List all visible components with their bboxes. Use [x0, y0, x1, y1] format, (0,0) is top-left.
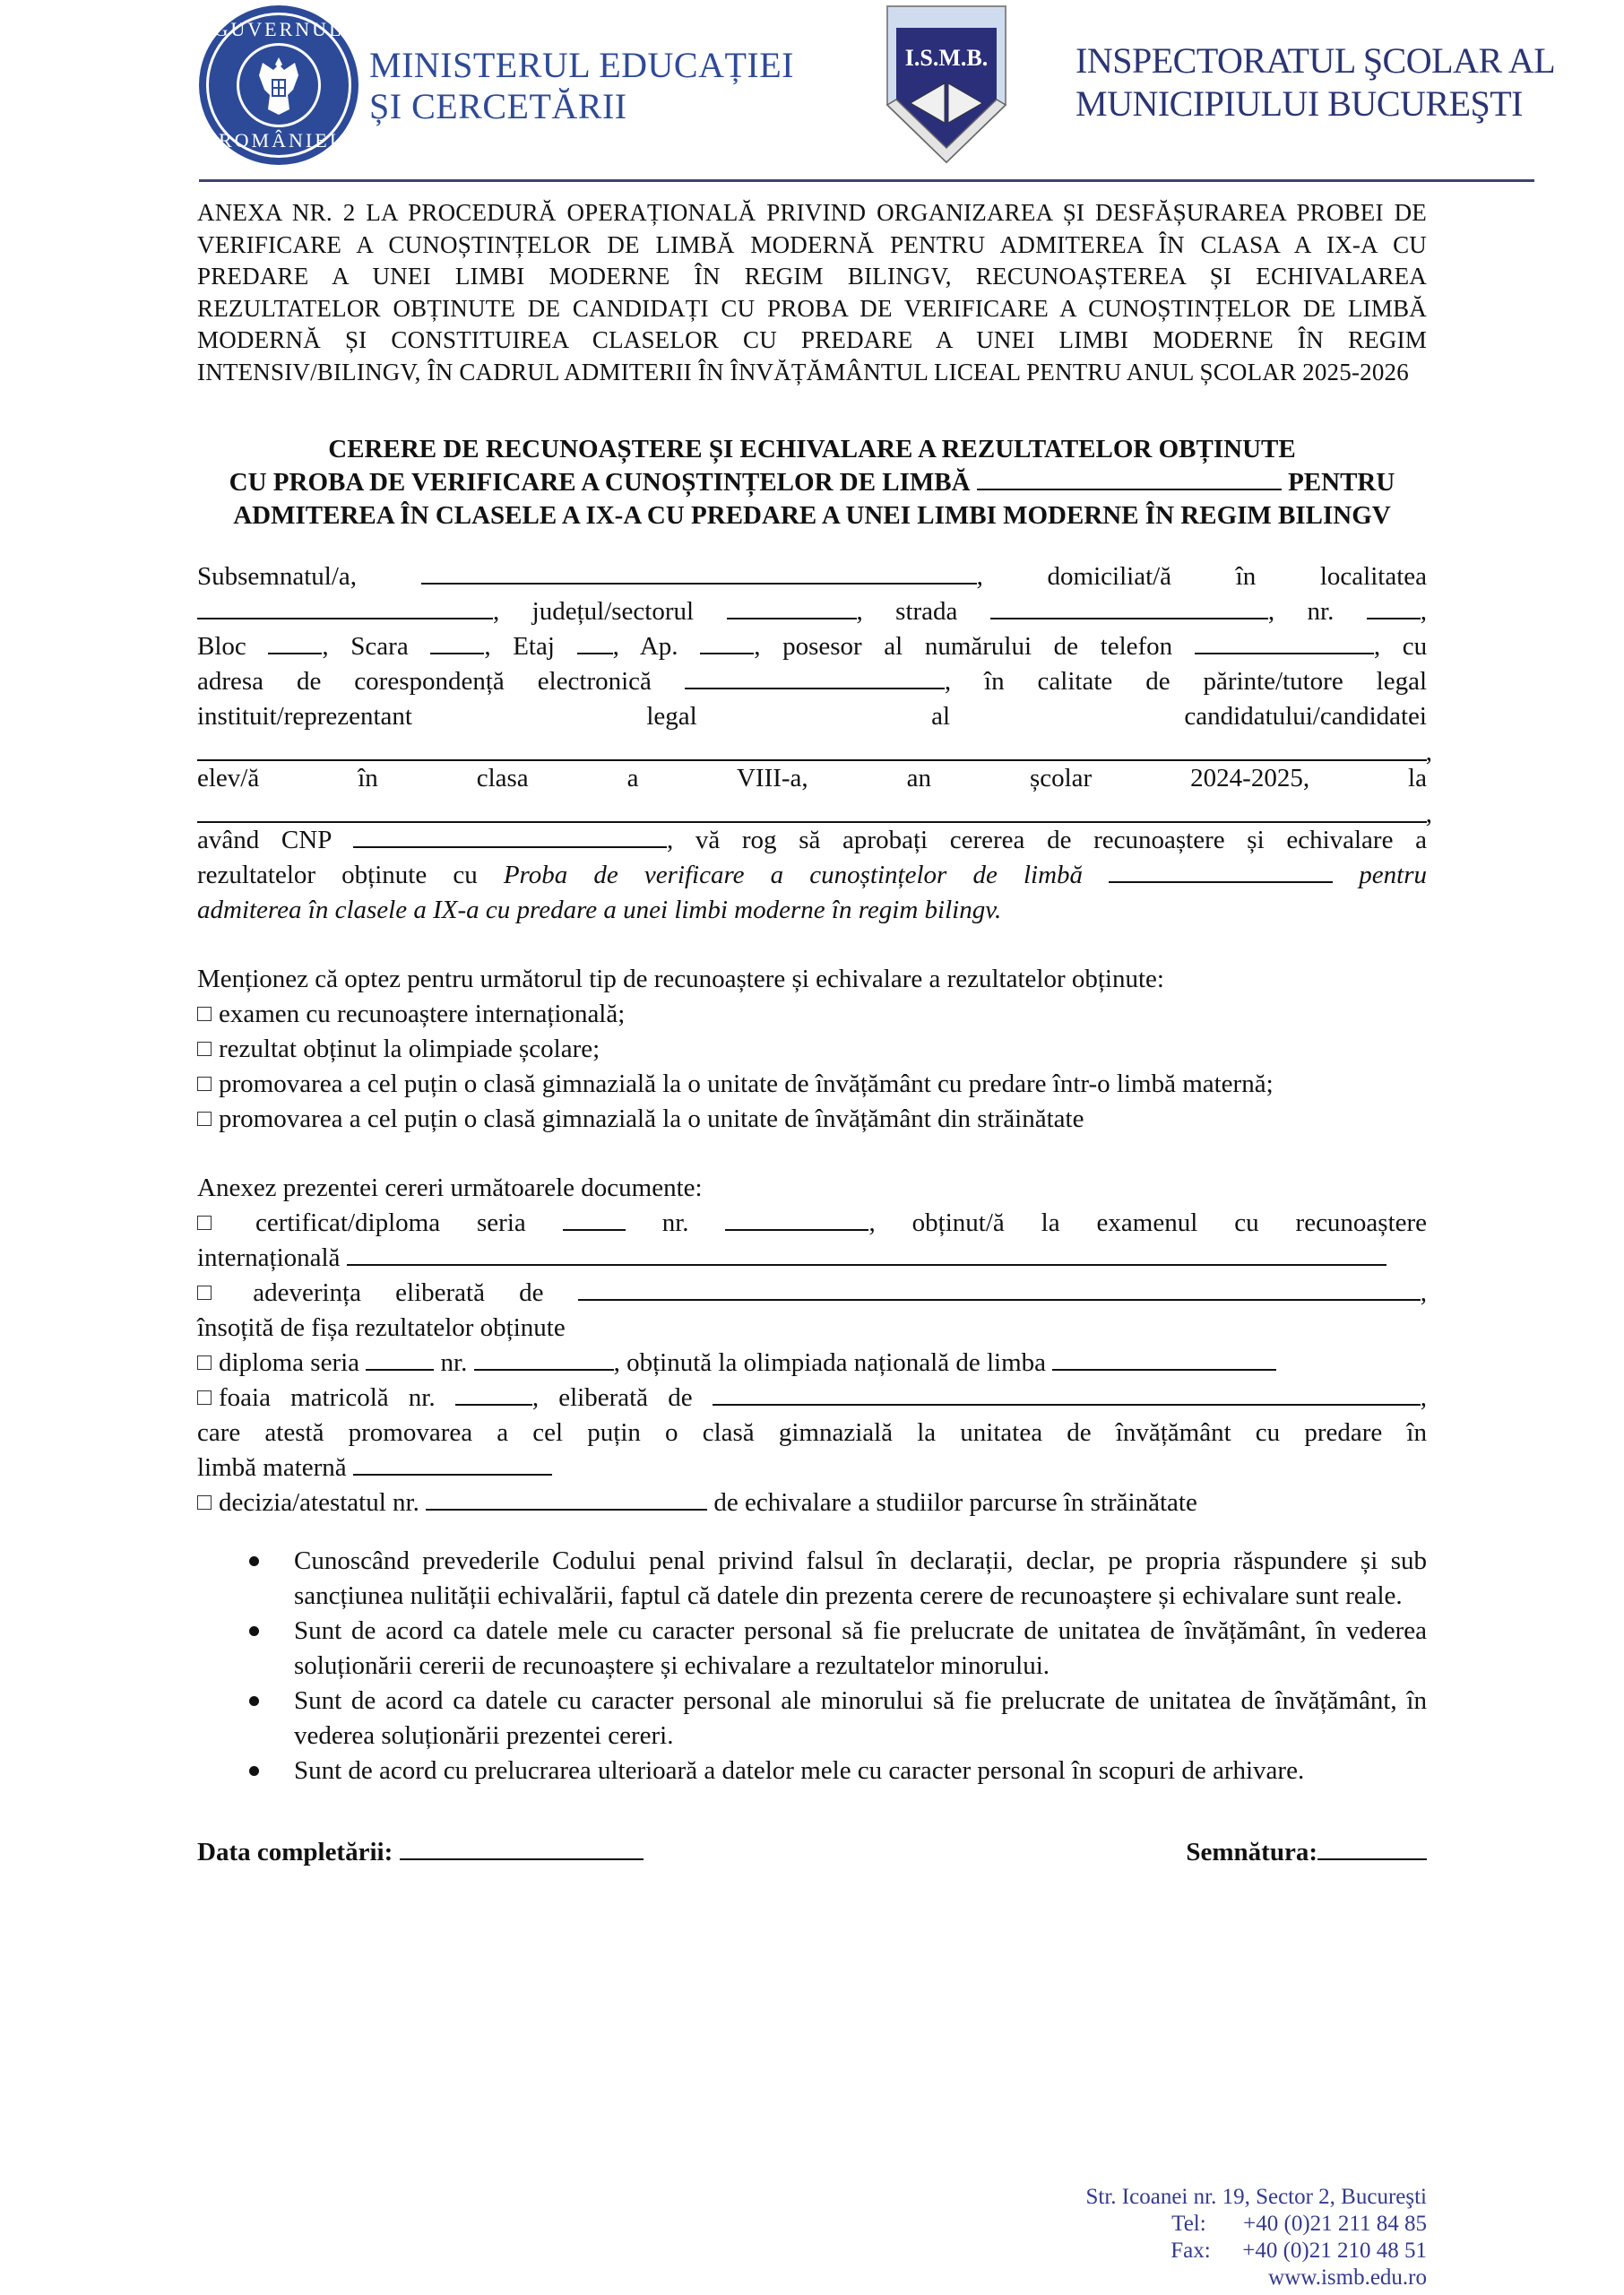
option-item[interactable]: rezultat obținut la olimpiade școlare;: [197, 1032, 1427, 1067]
checkbox-icon[interactable]: [197, 1112, 212, 1126]
certificate-series-field[interactable]: [563, 1208, 626, 1231]
footer-tel-label: Tel:: [1171, 2212, 1206, 2236]
doc-diploma: diploma seria nr. , obținută la olimpiada națională de limba: [197, 1346, 1427, 1381]
applicant-section: Subsemnatul/a, , domiciliat/ă în localitatea , județul/sectorul , strada , nr. , Bloc , Scara , Etaj , Ap. , posesor al numărului de telefon , cu adresa de corespondență electronică , în calitate de părinte/tutore legal instituit/reprezentant legal al candidatului/candidatei , elev/ă în clasa a VIII-a, an școlar 2024-2025, la , având CNP , vă rog să aprobați cererea de recunoaștere și echivalare a rezultatelor obținute cu Proba de verificare a cunoștințelor de limbă pentru admiterea în clasele a IX-a cu predare a unei limbi moderne în regim bilingv.: [197, 559, 1427, 928]
locality-field[interactable]: [197, 596, 493, 619]
certificate-number-field[interactable]: [725, 1208, 868, 1231]
certificate-issuer-field[interactable]: [578, 1277, 1421, 1301]
doc-decizia: decizia/atestatul nr. de echivalare a studiilor parcurse în străinătate: [197, 1485, 1427, 1520]
street-field[interactable]: [990, 596, 1268, 619]
mother-tongue-field[interactable]: [353, 1452, 552, 1476]
doc-certificat: certificat/diploma seria nr. , obținut/ă la examenul cu recunoaștere: [197, 1206, 1427, 1241]
ministry-name-line1: MINISTERUL EDUCAȚIEI: [369, 45, 795, 85]
form-title-line2: CU PROBA DE VERIFICARE A CUNOȘTINȚELOR DE LIMBĂ PENTRU: [229, 468, 1395, 497]
olympiad-language-field[interactable]: [1052, 1347, 1276, 1371]
email-field[interactable]: [685, 666, 945, 689]
elev-line: elev/ă în clasa a VIII-a, an școlar 2024-2025, la: [197, 764, 1427, 792]
checkbox-icon[interactable]: [197, 1077, 212, 1091]
international-exam-field[interactable]: [347, 1243, 1386, 1266]
declaration-item: Sunt de acord ca datele cu caracter personal ale minorului să fie prelucrate de unitatea de învățământ, în vederea soluționării prezentei cereri.: [197, 1684, 1427, 1754]
doc-foaia: foaia matricolă nr. , eliberată de ,: [197, 1381, 1427, 1416]
completion-date: Data completării:: [197, 1835, 644, 1870]
header-divider: [199, 179, 1534, 182]
candidate-name-field[interactable]: [197, 734, 1427, 761]
recognition-options: [197, 962, 1427, 1137]
inspectorate-name: [1075, 39, 1555, 126]
annex-heading: ANEXA NR. 2 LA PROCEDURĂ OPERAȚIONALĂ PRIVIND ORGANIZAREA ȘI DESFĂȘURAREA PROBEI DE VERIFICARE A CUNOȘTINȚELOR DE LIMBĂ MODERNĂ PENTRU ADMITEREA ÎN CLASA A IX-A CU PREDARE A UNEI LIMBI MODERNE ÎN REGIM BILINGV, RECUNOAȘTEREA ȘI ECHIVALAREA REZULTATELOR OBȚINUTE DE CANDIDAȚI CU PROBA DE VERIFICARE A CUNOȘTINȚELOR DE LIMBĂ MODERNĂ ȘI CONSTITUIREA CLASELOR CU PREDARE A UNEI LIMBI MODERNE ÎN REGIM INTENSIV/BILINGV, ÎN CADRUL ADMITERII ÎN ÎNVĂȚĂMÂNTUL LICEAL PENTRU ANUL ȘCOLAR 2025-2026: [197, 199, 1427, 385]
transcript-issuer-field[interactable]: [713, 1382, 1421, 1406]
options-intro: Menționez că optez pentru următorul tip de recunoaștere și echivalare a rezultatelor obținute:: [197, 965, 1164, 993]
declaration-item: Sunt de acord ca datele mele cu caracter personal să fie prelucrate de unitatea de învățământ, în vederea soluționării cererii de recunoaștere și echivalare a rezultatelor minorului.: [197, 1614, 1427, 1684]
declaration-item: Sunt de acord cu prelucrarea ulterioară a datelor mele cu caracter personal în scopuri de arhivare.: [197, 1754, 1427, 1788]
street-number-field[interactable]: [1367, 596, 1421, 619]
option-item[interactable]: promovarea a cel puțin o clasă gimnazială la o unitate de învățământ din străinătate: [197, 1102, 1427, 1137]
signature-row: [197, 1835, 1427, 1870]
form-title-line1: CERERE DE RECUNOAȘTERE ȘI ECHIVALARE A REZULTATELOR OBȚINUTE: [328, 435, 1296, 463]
cnp-field[interactable]: [353, 825, 667, 848]
checkbox-icon[interactable]: [197, 1042, 212, 1056]
footer-fax: +40 (0)21 210 48 51: [1242, 2239, 1427, 2263]
documents-intro: Anexez prezentei cereri următoarele documente:: [197, 1173, 703, 1202]
county-sector-field[interactable]: [727, 596, 857, 619]
romanian-eagle-icon: [254, 54, 304, 117]
signature-field[interactable]: [1317, 1837, 1427, 1860]
school-name-field[interactable]: [197, 796, 1427, 823]
signature: Semnătura:: [1186, 1835, 1427, 1870]
floor-field[interactable]: [577, 631, 613, 654]
seal-top-text: GUVERNUL: [213, 18, 344, 40]
form-title-line3: ADMITEREA ÎN CLASELE A IX-A CU PREDARE A UNEI LIMBI MODERNE ÎN REGIM BILINGV: [233, 501, 1391, 530]
letterhead: [0, 0, 1624, 188]
svg-text:I.S.M.B.: I.S.M.B.: [904, 45, 989, 71]
footer-address: Str. Icoanei nr. 19, Sector 2, Bucureşti: [1085, 2185, 1427, 2209]
checkbox-icon[interactable]: [197, 1495, 212, 1510]
exam-language-field[interactable]: [1109, 860, 1333, 883]
form-body: [197, 197, 1427, 1870]
footer-tel: +40 (0)21 211 84 85: [1243, 2212, 1427, 2236]
ismb-shield-logo-icon: [884, 4, 1009, 164]
completion-date-field[interactable]: [400, 1837, 644, 1860]
language-field[interactable]: [977, 467, 1282, 490]
form-title: [197, 433, 1427, 533]
checkbox-icon[interactable]: [197, 1390, 212, 1405]
block-field[interactable]: [268, 631, 322, 654]
applicant-name-field[interactable]: [421, 561, 977, 585]
contact-footer: [1086, 2184, 1427, 2291]
attached-documents: Anexez prezentei cereri următoarele documente: certificat/diploma seria nr. , obținut/ă la examenul cu recunoaștere internațională adeverința eliberată de , însoțită de fișa rezultatelor obținute diploma seria nr. , obținută la olimpiada națională de limba foaia matricolă nr. , eliberată de , care atestă promovarea a cel puțin o clasă gimnazială la unitatea de învățământ cu predare în limbă maternă decizia/atestatul nr. de echivalare a studiilor parcurse în străinătate: [197, 1171, 1427, 1520]
diploma-number-field[interactable]: [474, 1347, 614, 1371]
transcript-number-field[interactable]: [455, 1382, 532, 1406]
government-seal-logo: [199, 5, 358, 165]
doc-adeverinta: adeverința eliberată de ,: [197, 1276, 1427, 1311]
instituit-line: instituit/reprezentant legal al candidatului/candidatei: [197, 702, 1427, 731]
option-item[interactable]: promovarea a cel puțin o clasă gimnazială la o unitate de învățământ cu predare într-o limbă maternă;: [197, 1067, 1427, 1102]
staircase-field[interactable]: [430, 631, 484, 654]
declarations-list: [197, 1544, 1427, 1788]
decision-number-field[interactable]: [426, 1487, 707, 1511]
seal-bottom-text: ROMÂNIEI: [219, 129, 339, 152]
footer-website-link[interactable]: www.ismb.edu.ro: [1268, 2265, 1427, 2290]
ministry-name: [369, 45, 794, 127]
option-item[interactable]: examen cu recunoaștere internațională;: [197, 997, 1427, 1032]
checkbox-icon[interactable]: [197, 1355, 212, 1370]
checkbox-icon[interactable]: [197, 1007, 212, 1021]
apartment-field[interactable]: [700, 631, 754, 654]
footer-fax-label: Fax:: [1170, 2239, 1211, 2263]
inspectorate-name-line2: MUNICIPIULUI BUCUREŞTI: [1075, 83, 1523, 124]
checkbox-icon[interactable]: [197, 1216, 212, 1230]
inspectorate-name-line1: INSPECTORATUL ŞCOLAR AL: [1075, 40, 1556, 81]
ministry-name-line2: ȘI CERCETĂRII: [369, 86, 627, 126]
diploma-series-field[interactable]: [366, 1347, 434, 1371]
declaration-item: Cunoscând prevederile Codului penal privind falsul în declarații, declar, pe propria răspundere și sub sancțiunea nulității echivalării, faptul că datele din prezenta cerere de recunoaștere și echivalare sunt reale.: [197, 1544, 1427, 1614]
phone-field[interactable]: [1195, 631, 1374, 654]
checkbox-icon[interactable]: [197, 1286, 212, 1300]
